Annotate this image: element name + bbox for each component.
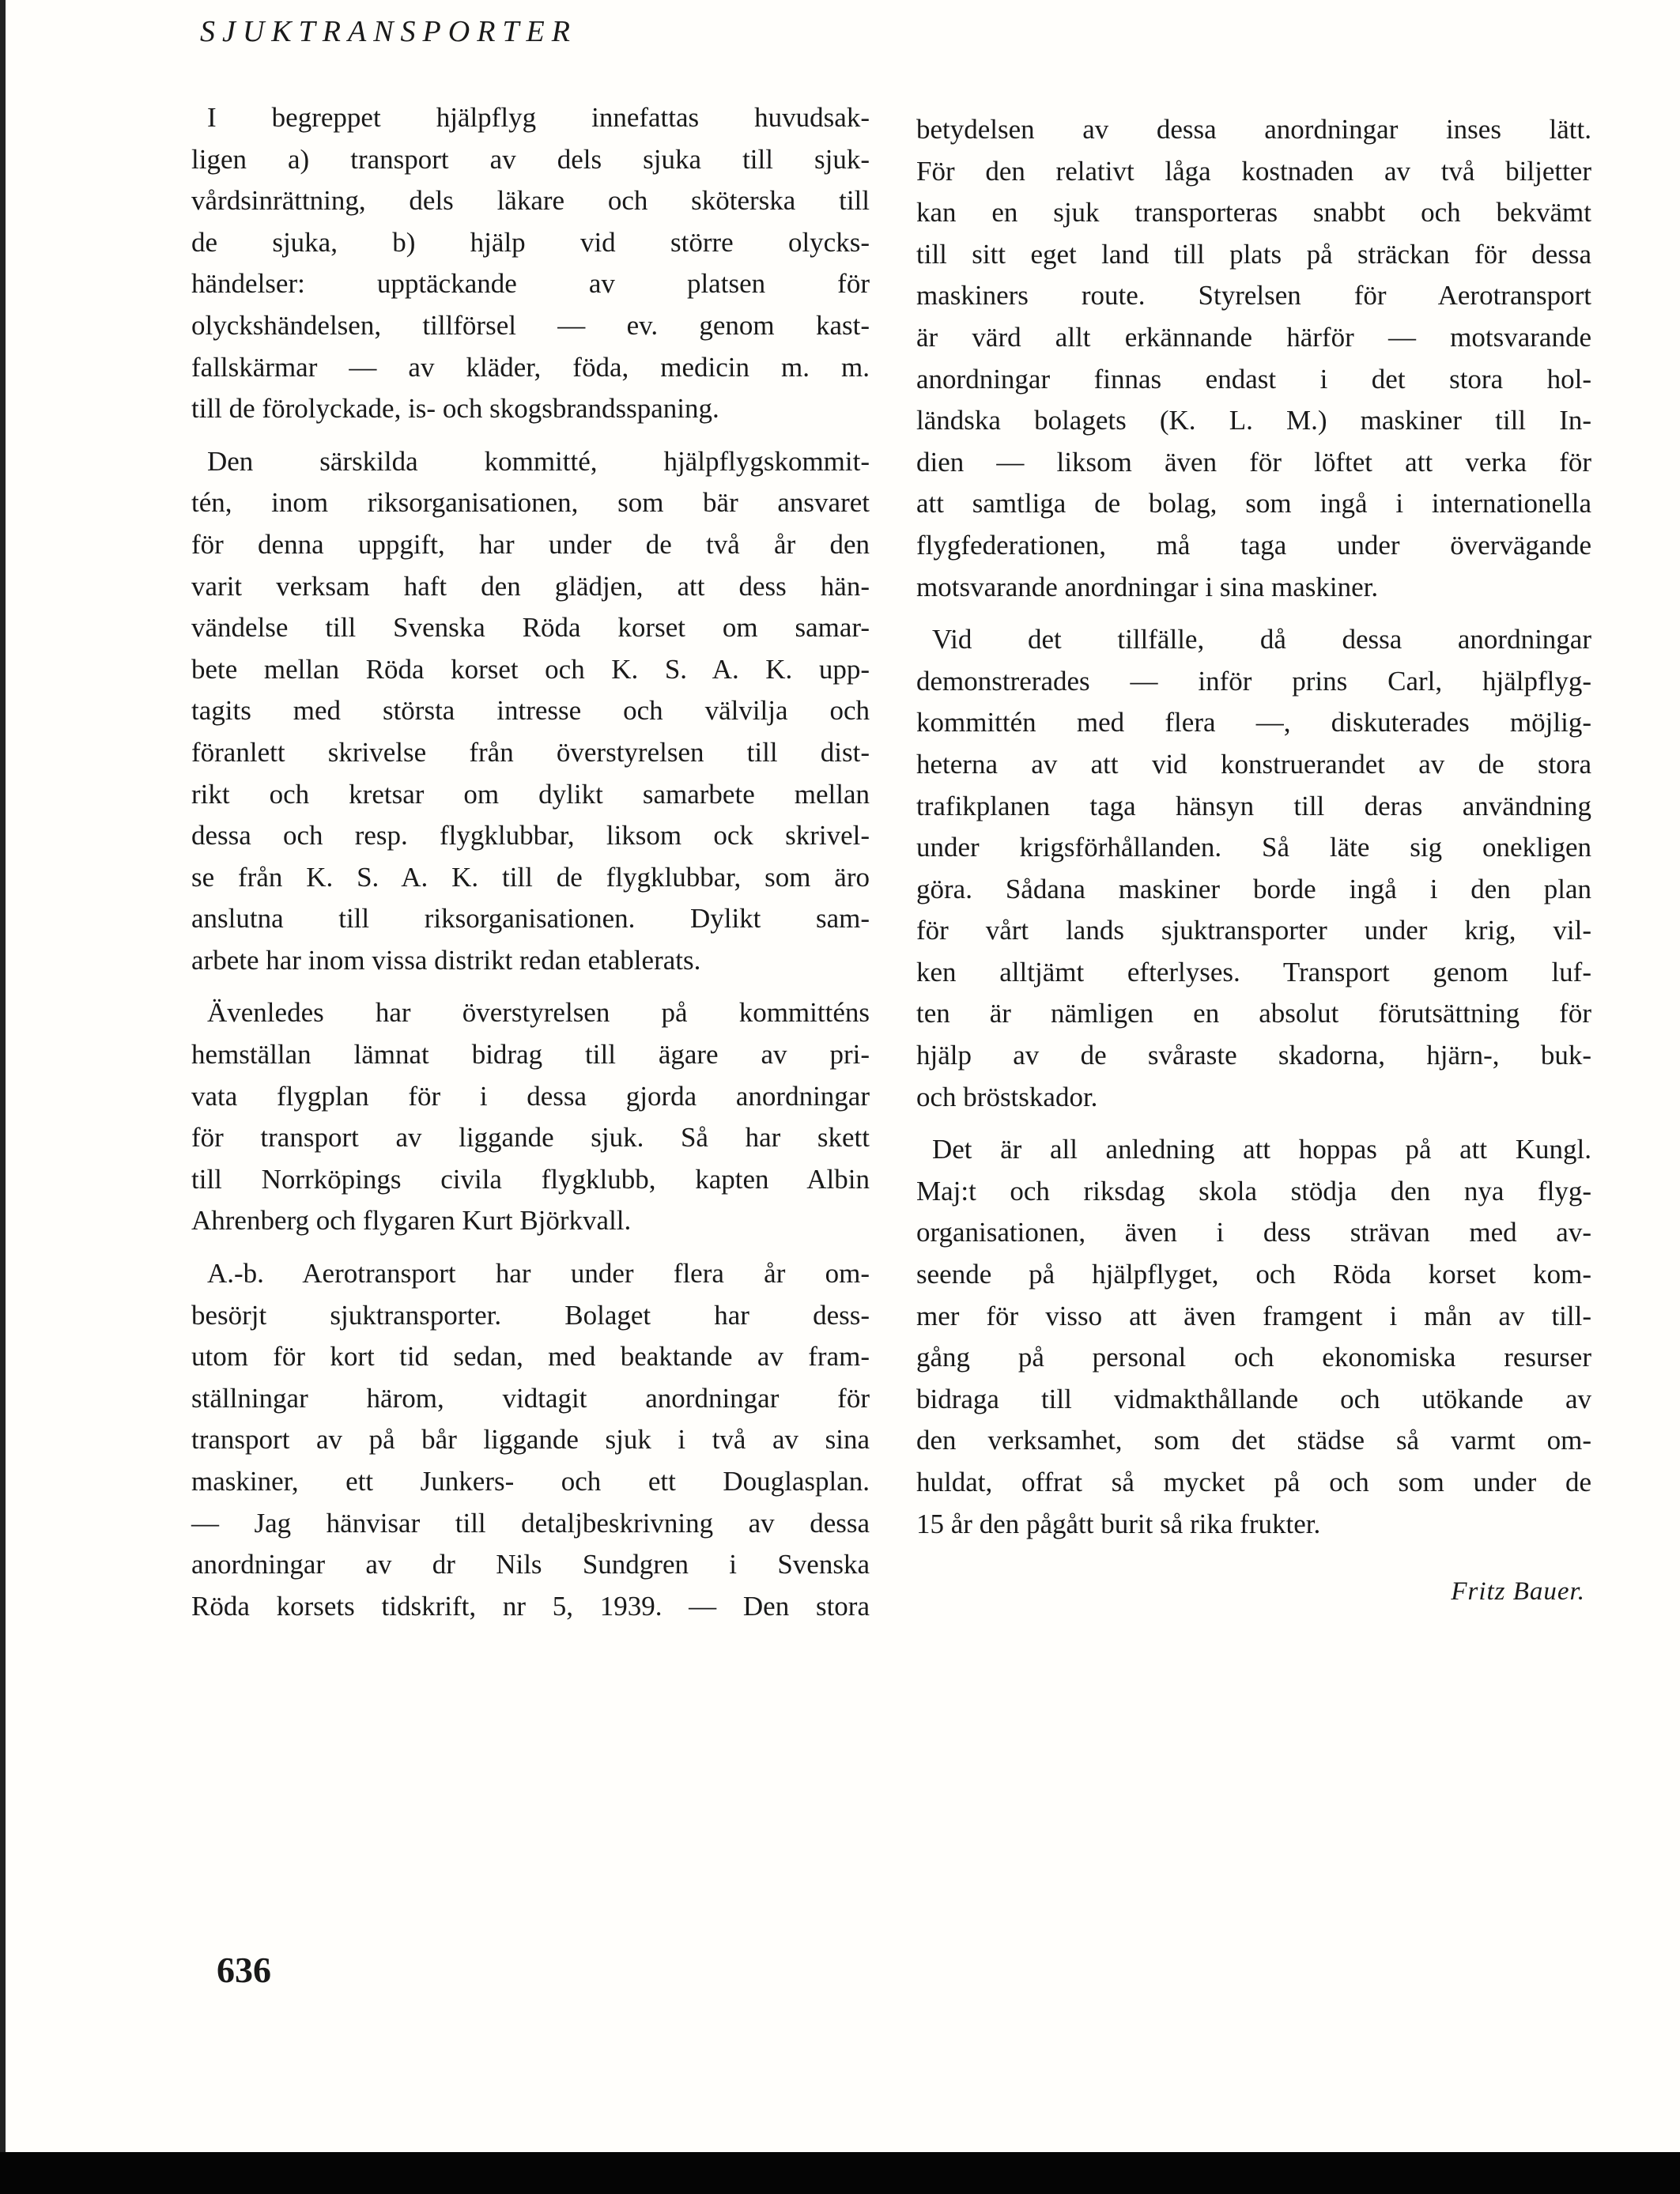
text-line: tén, inom riksorganisationen, som bär ansvaret <box>191 487 870 519</box>
text-line: trafikplanen taga hänsyn till deras användning <box>916 790 1591 821</box>
text-line: kommittén med flera —, diskuterades möjlig- <box>916 707 1591 738</box>
text-line: — Jag hänvisar till detaljbeskrivning av dessa <box>191 1507 870 1539</box>
text-line: vårdsinrättning, dels läkare och sköterska till <box>191 185 870 217</box>
text-line: maskiner, ett Junkers- och ett Douglasplan. <box>191 1466 870 1497</box>
text-line: för transport av liggande sjuk. Så har skett <box>191 1122 870 1154</box>
text-line: ten är nämligen en absolut förutsättning för <box>916 998 1591 1029</box>
text-line: se från K. S. A. K. till de flygklubbar, som äro <box>191 861 870 893</box>
text-line: demonstrerades — inför prins Carl, hjälpflyg- <box>916 665 1591 697</box>
text-line: anordningar finnas endast i det stora hol- <box>916 363 1591 395</box>
paragraph <box>191 97 870 430</box>
text-line: vändelse till Svenska Röda korset om samar- <box>191 612 870 644</box>
text-line: ligen a) transport av dels sjuka till sjuk- <box>191 143 870 175</box>
text-line: mer för visso att även framgent i mån av till- <box>916 1300 1591 1331</box>
text-line: utom för kort tid sedan, med beaktande av fram- <box>191 1341 870 1373</box>
text-line: Den särskilda kommitté, hjälpflygskommit- <box>207 445 870 477</box>
text-line: varit verksam haft den glädjen, att dess hän- <box>191 570 870 602</box>
right-column <box>916 109 1591 1556</box>
text-line: för vårt lands sjuktransporter under krig, vil- <box>916 915 1591 946</box>
text-line: flygfederationen, må taga under övervägande <box>916 529 1591 561</box>
text-line: tagits med största intresse och välvilja och <box>191 695 870 727</box>
text-line: arbete har inom vissa distrikt redan etablerats. <box>191 944 701 976</box>
text-line: anordningar av dr Nils Sundgren i Svenska <box>191 1549 870 1580</box>
text-line: anslutna till riksorganisationen. Dylikt sam- <box>191 903 870 935</box>
text-line: ken alltjämt efterlyses. Transport genom luf- <box>916 956 1591 987</box>
text-line: till sitt eget land till plats på sträckan för dessa <box>916 238 1591 270</box>
text-line: organisationen, även i dess strävan med av- <box>916 1217 1591 1248</box>
page-number: 636 <box>217 1950 271 1990</box>
text-line: händelser: upptäckande av platsen för <box>191 268 870 300</box>
text-line: transport av på bår liggande sjuk i två av sina <box>191 1424 870 1456</box>
text-line: de sjuka, b) hjälp vid större olycks- <box>191 226 870 258</box>
text-line: betydelsen av dessa anordningar inses lätt. <box>916 114 1591 145</box>
text-line: Vid det tillfälle, då dessa anordningar <box>932 624 1591 655</box>
author-signature: Fritz Bauer. <box>1451 1577 1585 1606</box>
paragraph <box>916 1129 1591 1545</box>
paragraph <box>191 441 870 982</box>
text-line: besörjt sjuktransporter. Bolaget har dess- <box>191 1299 870 1331</box>
paragraph <box>916 619 1591 1118</box>
text-line: dessa och resp. flygklubbar, liksom ock skrivel- <box>191 820 870 852</box>
text-line: hjälp av de svåraste skadorna, hjärn-, buk- <box>916 1040 1591 1071</box>
text-line: till Norrköpings civila flygklubb, kapten Albin <box>191 1163 870 1195</box>
text-line: 15 år den pågått burit så rika frukter. <box>916 1508 1321 1539</box>
text-line: seende på hjälpflyget, och Röda korset kom- <box>916 1259 1591 1290</box>
text-line: huldat, offrat så mycket på och som under de <box>916 1467 1591 1497</box>
text-line: fallskärmar — av kläder, föda, medicin m. m. <box>191 351 870 383</box>
paragraph <box>191 992 870 1242</box>
text-line: Maj:t och riksdag skola stödja den nya flyg- <box>916 1175 1591 1207</box>
scan-edge-left <box>0 0 6 2152</box>
text-line: är värd allt erkännande härför — motsvarande <box>916 321 1591 353</box>
paragraph <box>916 109 1591 608</box>
text-line: att samtliga de bolag, som ingå i internationella <box>916 488 1591 519</box>
text-line: bete mellan Röda korset och K. S. A. K. upp- <box>191 653 870 685</box>
text-line: den verksamhet, som det städse så varmt om- <box>916 1425 1591 1456</box>
text-line: För den relativt låga kostnaden av två biljetter <box>916 155 1591 187</box>
text-line: heterna av att vid konstruerandet av de stora <box>916 748 1591 780</box>
text-line: bidraga till vidmakthållande och utökande av <box>916 1383 1591 1414</box>
text-line: ländska bolagets (K. L. M.) maskiner till In- <box>916 405 1591 436</box>
text-line: göra. Sådana maskiner borde ingå i den plan <box>916 873 1591 904</box>
text-line: hemställan lämnat bidrag till ägare av pri- <box>191 1039 870 1071</box>
text-line: Röda korsets tidskrift, nr 5, 1939. — Den stora <box>191 1590 870 1622</box>
text-line: kan en sjuk transporteras snabbt och bekvämt <box>916 197 1591 228</box>
text-line: under krigsförhållanden. Så läte sig onekligen <box>916 832 1591 863</box>
text-line: rikt och kretsar om dylikt samarbete mellan <box>191 778 870 810</box>
text-line: och bröstskador. <box>916 1081 1098 1112</box>
text-line: A.-b. Aerotransport har under flera år om- <box>207 1258 870 1290</box>
paragraph <box>191 1253 870 1627</box>
text-line: motsvarande anordningar i sina maskiner. <box>916 571 1379 602</box>
text-line: föranlett skrivelse från överstyrelsen till dist- <box>191 736 870 768</box>
text-line: dien — liksom även för löftet att verka för <box>916 446 1591 478</box>
text-line: ställningar härom, vidtagit anordningar för <box>191 1382 870 1414</box>
scan-edge-bottom <box>0 2152 1680 2194</box>
text-line: till de förolyckade, is- och skogsbrandsspaning. <box>191 393 719 425</box>
text-line: Ahrenberg och flygaren Kurt Björkvall. <box>191 1205 632 1237</box>
text-line: Ävenledes har överstyrelsen på kommitténs <box>207 997 870 1029</box>
text-line: Det är all anledning att hoppas på att Kungl. <box>932 1134 1591 1165</box>
text-line: maskiners route. Styrelsen för Aerotransport <box>916 280 1591 312</box>
left-column <box>191 97 870 1638</box>
text-line: vata flygplan för i dessa gjorda anordningar <box>191 1080 870 1112</box>
text-line: för denna uppgift, har under de två år den <box>191 528 870 560</box>
text-line: I begreppet hjälpflyg innefattas huvudsak- <box>207 102 870 133</box>
text-line: olyckshändelsen, tillförsel — ev. genom kast- <box>191 309 870 341</box>
text-line: gång på personal och ekonomiska resurser <box>916 1342 1591 1373</box>
running-head: SJUKTRANSPORTER <box>200 15 577 48</box>
